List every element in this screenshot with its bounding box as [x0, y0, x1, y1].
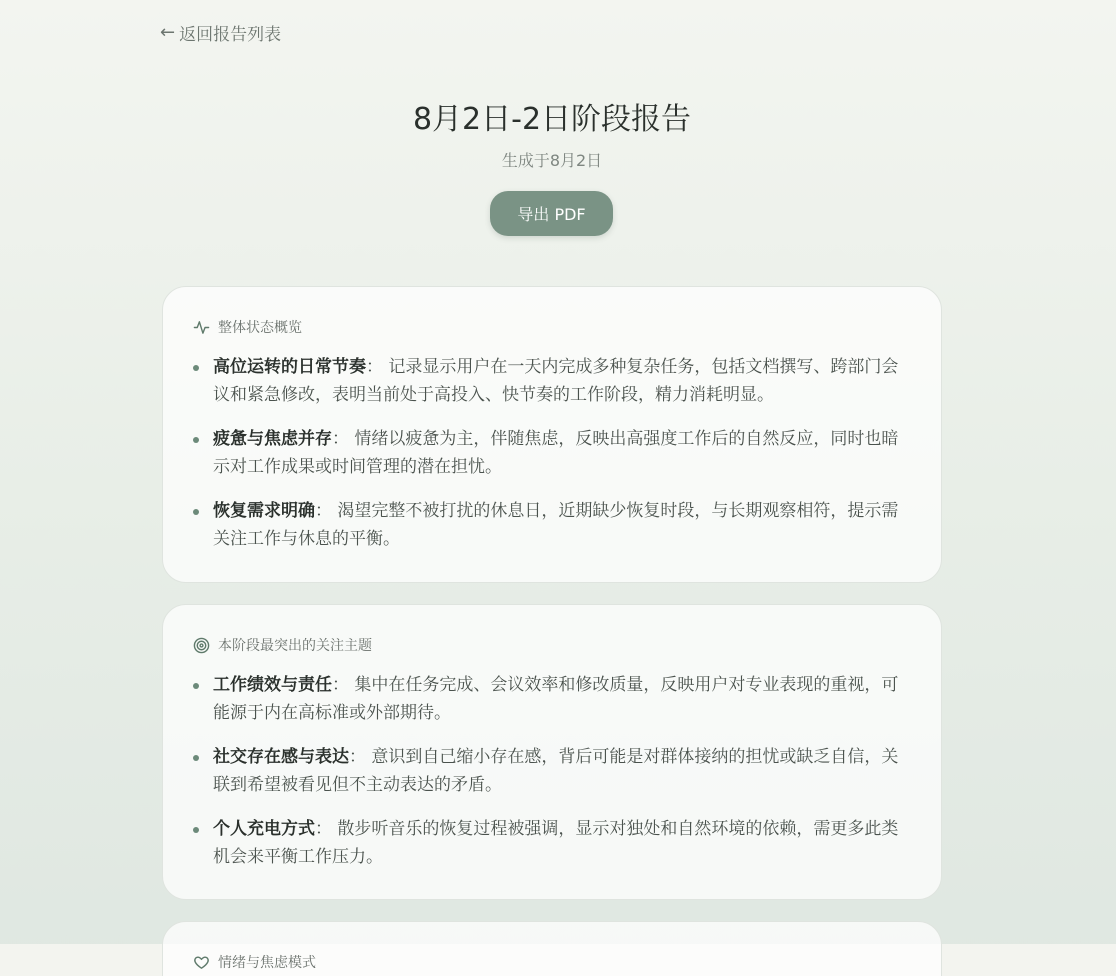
card-header: [193, 317, 901, 337]
item-label: 恢复需求明确: [213, 501, 315, 521]
list-item: [193, 425, 901, 481]
item-text: ： 渴望完整不被打扰的休息日，近期缺少恢复时段，与长期观察相符，提示需关注工作与休息的平衡。: [213, 501, 899, 549]
item-label: 个人充电方式: [213, 819, 315, 839]
focus-themes-card: [162, 604, 942, 900]
back-to-report-list-link[interactable]: [160, 20, 281, 45]
list-item: [193, 353, 901, 409]
item-text: ： 情绪以疲惫为主，伴随焦虑，反映出高强度工作后的自然反应，同时也暗示对工作成果或时间管理的潜在担忧。: [213, 429, 899, 477]
item-text: ： 散步听音乐的恢复过程被强调，显示对独处和自然环境的依赖，需更多此类机会来平衡工作压力。: [213, 819, 899, 867]
card-title: 本阶段最突出的关注主题: [218, 638, 372, 654]
export-pdf-button[interactable]: 导出 PDF: [490, 191, 613, 236]
card-header: [193, 952, 901, 972]
page-title: 8月2日-2日阶段报告: [412, 102, 692, 137]
item-label: 高位运转的日常节奏: [213, 357, 366, 377]
card-header: [193, 635, 901, 655]
list-item: [193, 671, 901, 727]
list-item: [193, 815, 901, 871]
target-icon: [193, 637, 210, 654]
generated-date: 生成于8月2日: [501, 151, 603, 170]
item-text: ： 记录显示用户在一天内完成多种复杂任务，包括文档撰写、跨部门会议和紧急修改，表明当前处于高投入、快节奏的工作阶段，精力消耗明显。: [213, 357, 899, 405]
list-item: [193, 497, 901, 553]
arrow-left-icon: ←: [160, 22, 176, 43]
item-label: 疲惫与焦虑并存: [213, 429, 332, 449]
item-label: 社交存在感与表达: [213, 747, 349, 767]
item-text: ： 意识到自己缩小存在感，背后可能是对群体接纳的担忧或缺乏自信，关联到希望被看见但不主动表达的矛盾。: [213, 747, 899, 795]
heart-icon: [193, 954, 210, 971]
item-text: ： 集中在任务完成、会议效率和修改质量，反映用户对专业表现的重视，可能源于内在高标准或外部期待。: [213, 675, 899, 723]
overview-card: [162, 286, 942, 583]
activity-icon: [193, 319, 210, 336]
emotion-patterns-card: [162, 921, 942, 976]
card-title: 整体状态概览: [218, 320, 302, 336]
list-item: [193, 743, 901, 799]
back-link-label: 返回报告列表: [179, 25, 282, 45]
card-title: 情绪与焦虑模式: [218, 955, 316, 971]
item-label: 工作绩效与责任: [213, 675, 332, 695]
